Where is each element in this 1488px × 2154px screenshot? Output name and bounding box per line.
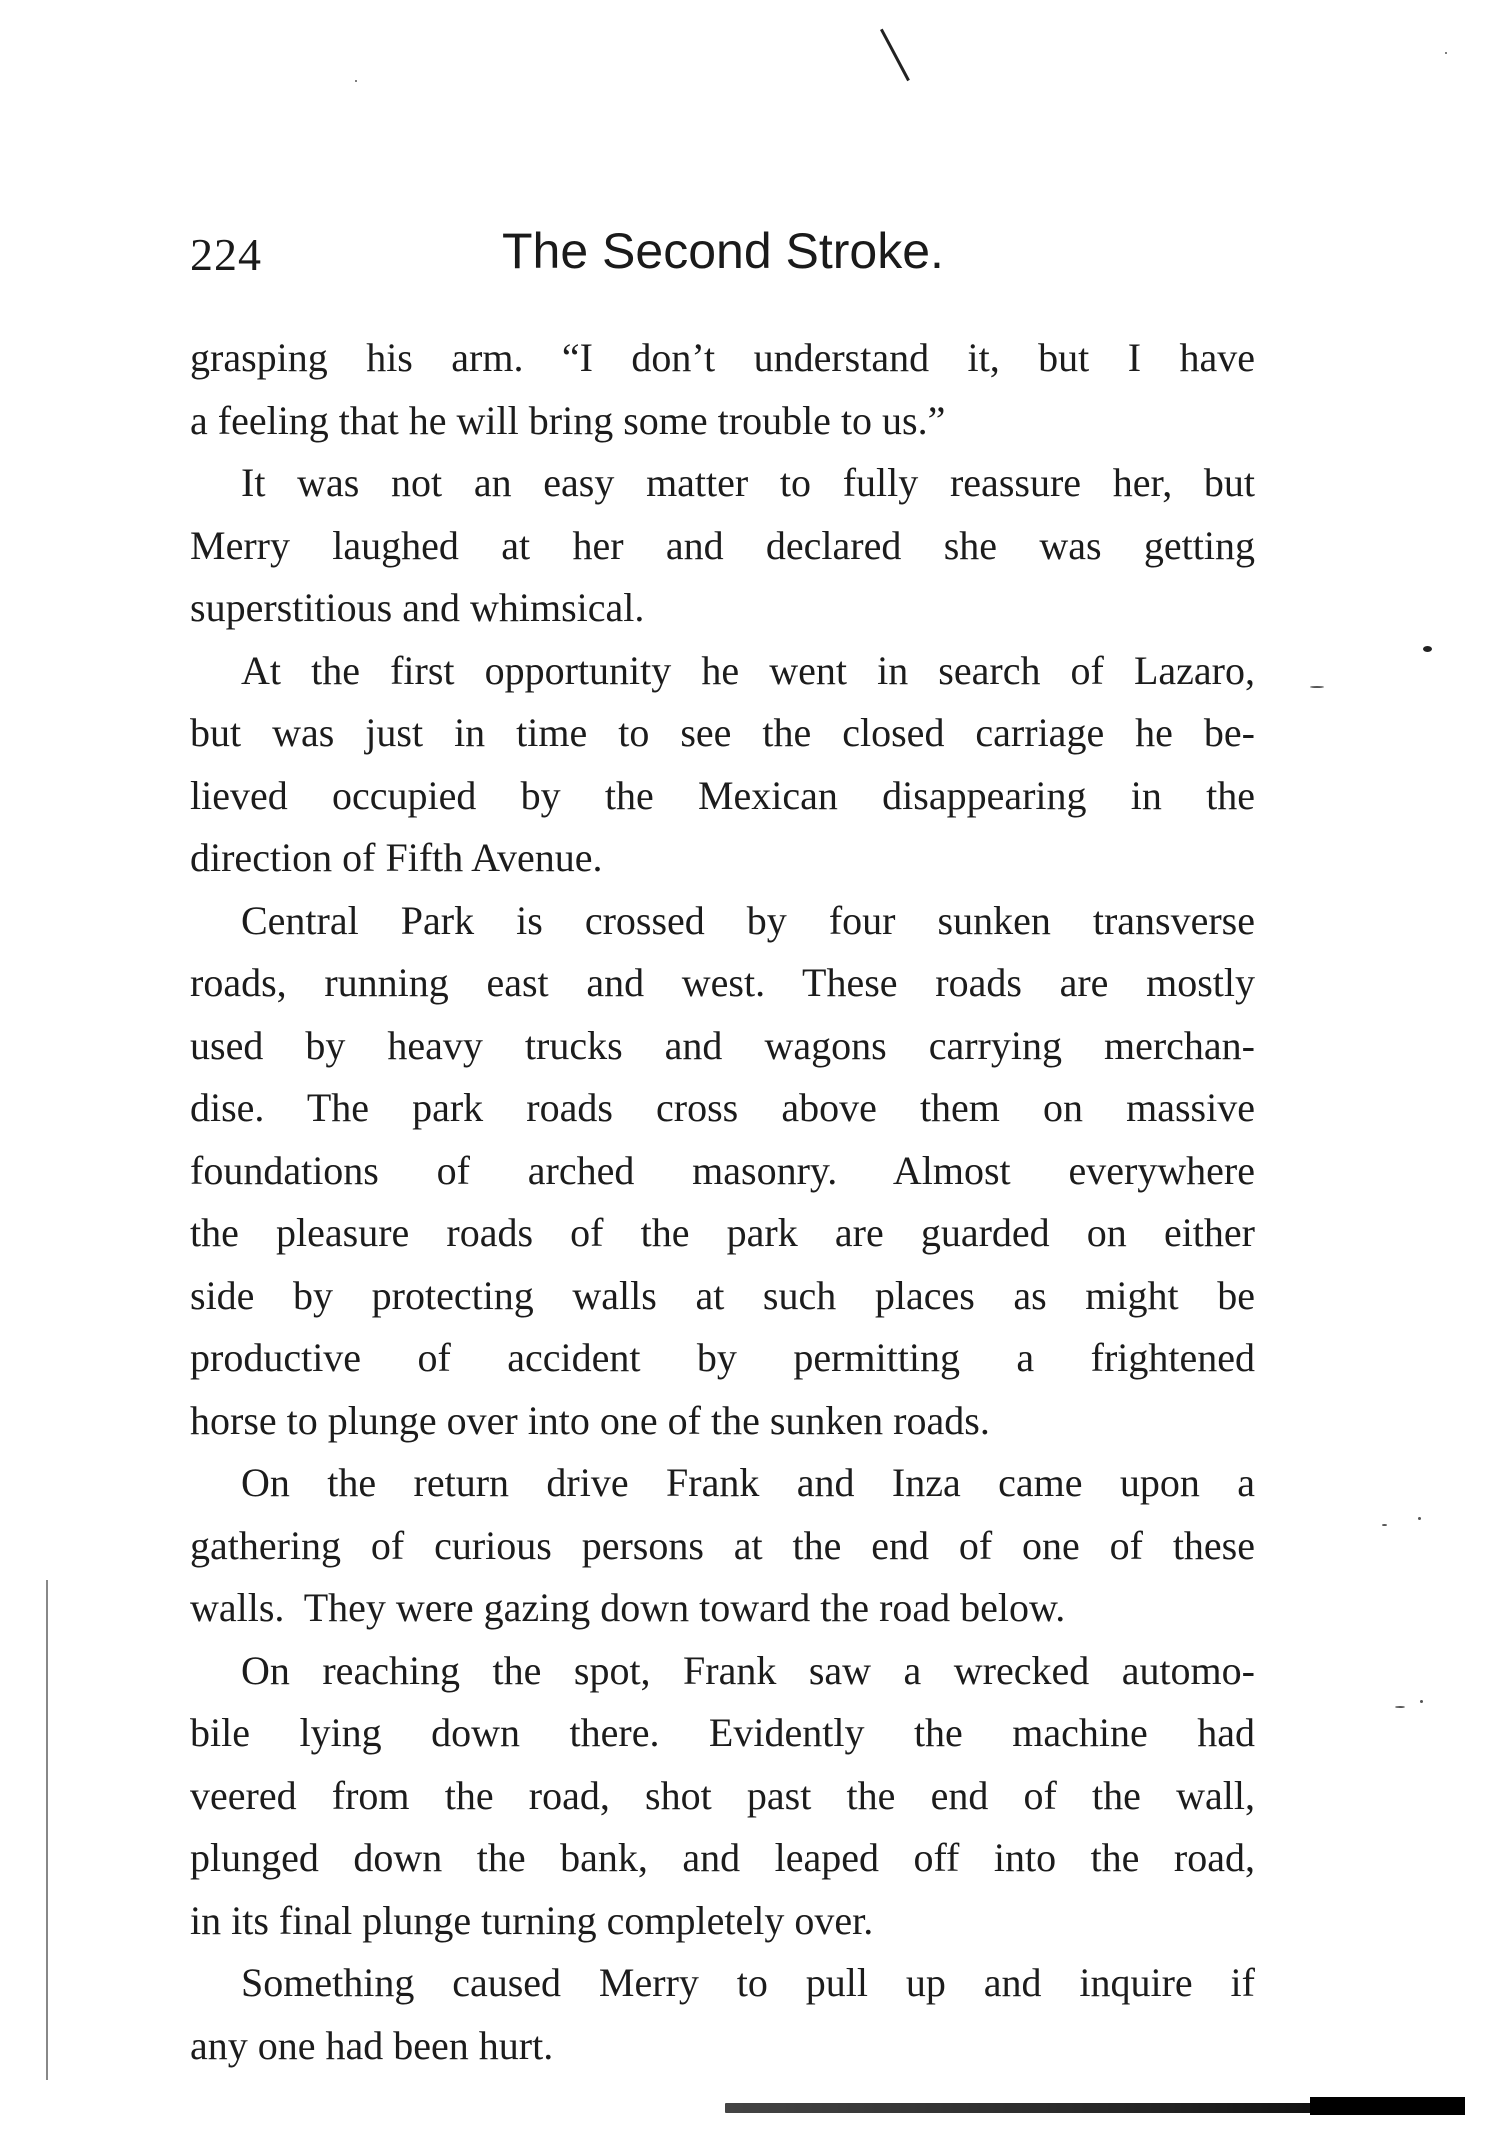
margin-speck [1445,52,1447,54]
text-line: side by protecting walls at such places as might be [190,1272,1255,1318]
text-line: lieved occupied by the Mexican disappearing in the [190,772,1255,818]
text-line: any one had been hurt. [190,2022,554,2068]
page-number: 224 [190,229,262,280]
ink-stroke-mark [880,29,910,82]
page-edge-line [46,1580,48,2080]
text-line: veered from the road, shot past the end of the wall, [190,1772,1255,1818]
text-line: plunged down the bank, and leaped off into the road, [190,1835,1255,1880]
body-text [190,327,1255,2077]
running-head [190,222,1265,302]
margin-speck [1423,646,1432,652]
paragraph [190,1952,1255,2077]
text-line: On the return drive Frank and Inza came upon a [241,1460,1255,1505]
margin-speck [1395,1706,1405,1708]
running-title: The Second Stroke. [502,223,944,279]
text-line: It was not an easy matter to fully reassure her, but [241,460,1255,505]
text-line: in its final plunge turning completely over. [190,1897,874,1943]
paragraph [190,327,1255,452]
paragraph [190,1640,1255,1953]
margin-speck [1382,1524,1387,1526]
text-line: Central Park is crossed by four sunken transverse [241,897,1255,943]
text-line: gathering of curious persons at the end of one of these [190,1522,1255,1568]
paragraph [190,452,1255,640]
text-line: roads, running east and west. These roads are mostly [190,960,1255,1005]
text-line: Something caused Merry to pull up and inquire if [241,1960,1255,2005]
bottom-rule-end [1310,2097,1465,2115]
text-line: used by heavy trucks and wagons carrying merchan- [190,1022,1255,1068]
text-line: dise. The park roads cross above them on massive [190,1085,1255,1130]
paragraph [190,640,1255,890]
text-line: At the first opportunity he went in search of Lazaro, [241,647,1255,693]
text-line: Merry laughed at her and declared she was getting [190,522,1255,568]
text-line: walls. They were gazing down toward the road below. [190,1585,1066,1630]
text-line: a feeling that he will bring some trouble to us.” [190,397,946,443]
margin-speck [1420,1700,1423,1703]
text-line: but was just in time to see the closed carriage he be- [190,710,1255,755]
text-line: horse to plunge over into one of the sunken roads. [190,1397,990,1443]
margin-speck [355,80,357,82]
margin-speck [1310,686,1324,688]
text-line: the pleasure roads of the park are guarded on either [190,1210,1255,1255]
text-line: foundations of arched masonry. Almost everywhere [190,1147,1255,1193]
text-line: On reaching the spot, Frank saw a wrecked automo- [241,1647,1255,1693]
text-line: grasping his arm. “I don’t understand it, but I have [190,335,1255,380]
text-line: productive of accident by permitting a frightened [190,1335,1255,1380]
text-line: direction of Fifth Avenue. [190,835,603,880]
text-line: superstitious and whimsical. [190,585,645,630]
margin-speck [1418,1517,1421,1520]
paragraph [190,1452,1255,1640]
text-line: bile lying down there. Evidently the machine had [190,1710,1255,1755]
paragraph [190,890,1255,1453]
